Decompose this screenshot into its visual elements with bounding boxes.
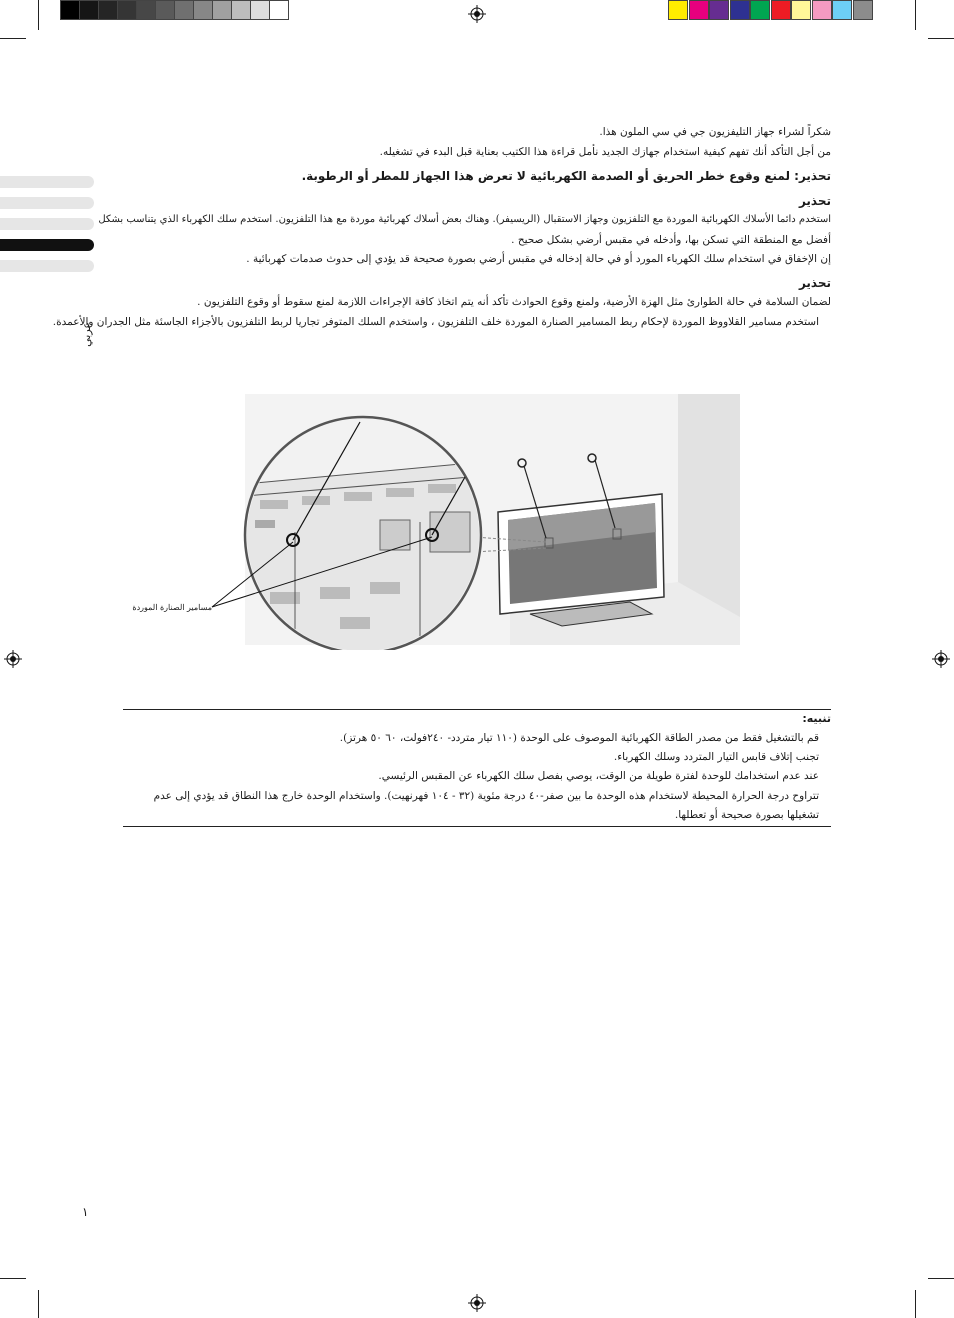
color-swatch bbox=[730, 0, 750, 20]
gray-swatch bbox=[136, 0, 156, 20]
color-swatch bbox=[791, 0, 811, 20]
color-swatch bbox=[771, 0, 791, 20]
crop-mark bbox=[38, 0, 39, 30]
color-swatch bbox=[853, 0, 873, 20]
registration-mark-icon bbox=[468, 1294, 486, 1312]
language-tab-active bbox=[0, 239, 94, 251]
registration-mark-icon bbox=[932, 650, 950, 668]
gray-swatch bbox=[174, 0, 194, 20]
caution-text: لضمان السلامة في حالة الطوارئ مثل الهزة الأرضية، ولمنع وقوع الحوادث تأكد أنه يتم اتخاذ كافة الإجراءات اللازمة لمنع سقوط أو وقوع التلفزيون . bbox=[197, 296, 831, 308]
language-tab bbox=[0, 260, 94, 272]
color-swatch bbox=[689, 0, 709, 20]
caution-text: استخدم مسامير القلاووظ الموردة لإحكام ربط المسامير الصنارة الموردة خلف التلفزيون ، واستخدم السلك المتوفر تجاريا لربط التلفزيون بالأجزاء الجاسئة مثل الجدران والأعمدة. bbox=[52, 316, 819, 328]
intro-line-1: شكراً لشراء جهاز التليفزيون جي في سي الملون هذا. bbox=[599, 126, 831, 138]
caution-text: أفضل مع المنطقة التي تسكن بها، وأدخله في مقبس أرضي بشكل صحيح . bbox=[511, 234, 831, 246]
notice-item: تجنب إتلاف قابس التيار المتردد وسلك الكهرباء. bbox=[613, 751, 819, 763]
caution-text: إن الإخفاق في استخدام سلك الكهرباء المورد أو في حالة إدخاله في مقبس أرضي بصورة صحيحة قد يؤدي إلى حدوث صدمات كهربائية . bbox=[246, 253, 831, 265]
notice-item: تتراوح درجة الحرارة المحيطة لاستخدام هذه الوحدة ما بين صفر-٤٠ درجة مئوية (٣٢ - ١٠٤ فهرنهيت). واستخدام الوحدة خارج هذا النطاق قد يؤدي إلى عدم تشغيلها بصورة صحيحة أو تعطلها. bbox=[153, 790, 819, 821]
crop-mark bbox=[0, 38, 26, 39]
side-language-label: عربي bbox=[80, 322, 93, 347]
figure-callout-label: مسامير الصنارة الموردة bbox=[132, 603, 212, 612]
gray-swatch bbox=[79, 0, 99, 20]
gray-swatch bbox=[231, 0, 251, 20]
crop-mark bbox=[0, 1278, 26, 1279]
color-swatch bbox=[812, 0, 832, 20]
crop-mark bbox=[915, 1290, 916, 1318]
color-swatch bbox=[750, 0, 770, 20]
gray-swatch bbox=[193, 0, 213, 20]
tv-mounting-illustration bbox=[130, 392, 742, 650]
notice-item: قم بالتشغيل فقط من مصدر الطاقة الكهربائية الموصوف على الوحدة (١١٠ تيار متردد- ٢٤٠فولت، ٦٠ ٥٠ هرتز). bbox=[339, 732, 819, 744]
crop-mark bbox=[928, 38, 954, 39]
language-tab bbox=[0, 197, 94, 209]
color-swatch bbox=[668, 0, 688, 20]
language-tab bbox=[0, 218, 94, 230]
gray-swatch bbox=[98, 0, 118, 20]
gray-swatch bbox=[269, 0, 289, 20]
color-swatch bbox=[709, 0, 729, 20]
language-tab bbox=[0, 176, 94, 188]
gray-swatch bbox=[155, 0, 175, 20]
gray-swatch bbox=[117, 0, 137, 20]
gray-swatch bbox=[60, 0, 80, 20]
notice-bottom-rule bbox=[123, 826, 831, 827]
crop-mark bbox=[915, 0, 916, 30]
main-warning: تحذير: لمنع وقوع خطر الحريق أو الصدمة الكهربائية لا تعرض هذا الجهاز للمطر أو الرطوبة. bbox=[301, 169, 831, 183]
intro-line-2: من أجل التأكد أنك تفهم كيفية استخدام جهازك الجديد نأمل قراءة هذا الكتيب بعناية قبل البدء في تشغيله. bbox=[379, 146, 831, 158]
caution-text: استخدم دائما الأسلاك الكهربائية الموردة مع التلفزيون وجهاز الاستقبال (الريسيفر). وهناك بعض أسلاك كهربائية موردة مع هذا التلفزيون. استخدم سلك الكهرباء الذي يتناسب بشكل bbox=[98, 214, 831, 225]
gray-swatch bbox=[250, 0, 270, 20]
registration-mark-icon bbox=[468, 5, 486, 23]
notice-title: تنبيه: bbox=[802, 712, 831, 725]
gray-swatch bbox=[212, 0, 232, 20]
notice-top-rule bbox=[123, 709, 831, 710]
registration-mark-icon bbox=[4, 650, 22, 668]
caution-title: تحذير bbox=[798, 194, 831, 208]
caution-title: تحذير bbox=[798, 276, 831, 290]
crop-mark bbox=[928, 1278, 954, 1279]
crop-mark bbox=[38, 1290, 39, 1318]
page-number: ١ bbox=[82, 1205, 89, 1219]
color-swatch bbox=[832, 0, 852, 20]
notice-item: عند عدم استخدامك للوحدة لفترة طويلة من الوقت، يوصي بفصل سلك الكهرباء عن المقبس الرئيسي. bbox=[378, 770, 819, 782]
